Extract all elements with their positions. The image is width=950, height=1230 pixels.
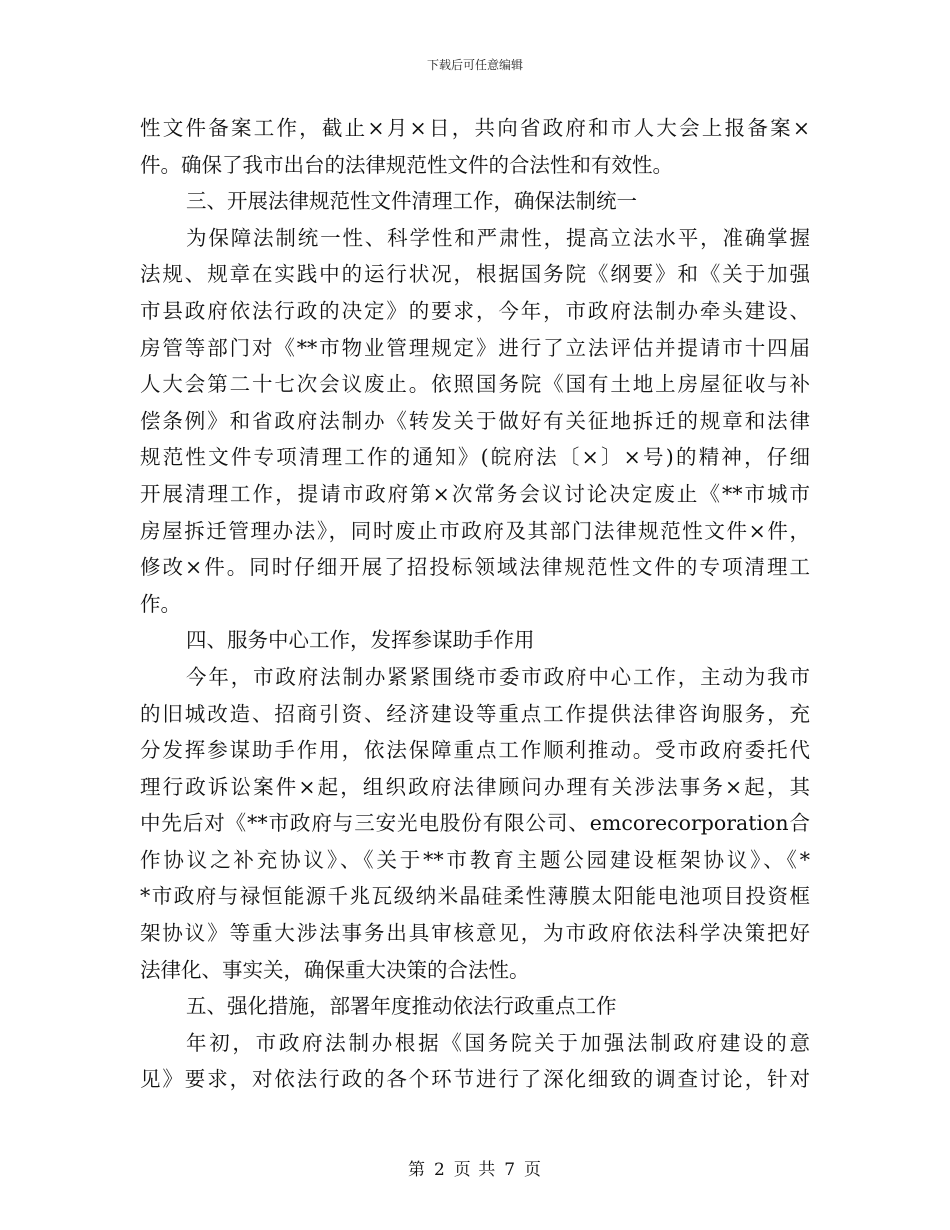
text-line: 今年，市政府法制办紧紧围绕市委市政府中心工作，主动为我市 bbox=[186, 664, 810, 689]
footer-suffix: 页 bbox=[524, 1160, 543, 1180]
page-footer bbox=[0, 1155, 950, 1180]
text-line: 偿条例》和省政府法制办《转发关于做好有关征地拆迁的规章和法律 bbox=[140, 408, 810, 433]
section-heading: 四、服务中心工作，发挥参谋助手作用 bbox=[186, 628, 535, 653]
text-line: 规范性文件专项清理工作的通知》(皖府法〔×〕×号)的精神，仔细 bbox=[140, 445, 810, 470]
page-header: 下载后可任意编辑 bbox=[426, 58, 523, 72]
total-page-count: 7 bbox=[504, 1160, 517, 1180]
text-line: 的旧城改造、招商引资、经济建设等重点工作提供法律咨询服务，充 bbox=[140, 701, 810, 726]
section-heading: 三、开展法律规范性文件清理工作，确保法制统一 bbox=[186, 189, 637, 214]
document-body bbox=[140, 110, 810, 1098]
text-line: 房管等部门对《**市物业管理规定》进行了立法评估并提请市十四届 bbox=[140, 335, 810, 360]
text-line: 架协议》等重大涉法事务出具审核意见，为市政府依法科学决策把好 bbox=[140, 921, 810, 946]
text-line: 件。确保了我市出台的法律规范性文件的合法性和有效性。 bbox=[140, 152, 673, 177]
current-page-number: 2 bbox=[433, 1160, 446, 1180]
text-line: 中先后对《**市政府与三安光电股份有限公司、emcorecorporation合 bbox=[140, 811, 810, 836]
text-line: 为保障法制统一性、科学性和严肃性，提高立法水平，准确掌握 bbox=[186, 225, 810, 250]
text-line: 理行政诉讼案件×起，组织政府法律顾问办理有关涉法事务×起，其 bbox=[140, 774, 810, 799]
text-line: 作。 bbox=[140, 591, 181, 616]
section-heading: 五、强化措施，部署年度推动依法行政重点工作 bbox=[186, 994, 617, 1019]
footer-middle: 页 共 bbox=[453, 1160, 497, 1180]
text-line: 法律化、事实关，确保重大决策的合法性。 bbox=[140, 957, 530, 982]
text-line: 人大会第二十七次会议废止。依照国务院《国有土地上房屋征收与补 bbox=[140, 372, 810, 397]
text-line: 分发挥参谋助手作用，依法保障重点工作顺利推动。受市政府委托代 bbox=[140, 738, 810, 763]
footer-prefix: 第 bbox=[407, 1160, 426, 1180]
text-line: 法规、规章在实践中的运行状况，根据国务院《纲要》和《关于加强 bbox=[140, 262, 810, 287]
text-line: 性文件备案工作，截止×月×日，共向省政府和市人大会上报备案× bbox=[140, 116, 810, 140]
text-line: 市县政府依法行政的决定》的要求，今年，市政府法制办牵头建设、 bbox=[140, 298, 810, 323]
text-line: 开展清理工作，提请市政府第×次常务会议讨论决定废止《**市城市 bbox=[140, 481, 810, 506]
text-line: 修改×件。同时仔细开展了招投标领域法律规范性文件的专项清理工 bbox=[140, 555, 810, 580]
text-line: 房屋拆迁管理办法》，同时废止市政府及其部门法律规范性文件×件， bbox=[140, 518, 810, 543]
text-line: 作协议之补充协议》、《关于**市教育主题公园建设框架协议》、《* bbox=[140, 847, 810, 872]
text-line: 见》要求，对依法行政的各个环节进行了深化细致的调查讨论，针对 bbox=[140, 1067, 810, 1092]
text-line: *市政府与禄恒能源千兆瓦级纳米晶硅柔性薄膜太阳能电池项目投资框 bbox=[140, 884, 810, 909]
text-line: 年初，市政府法制办根据《国务院关于加强法制政府建设的意 bbox=[186, 1030, 810, 1055]
